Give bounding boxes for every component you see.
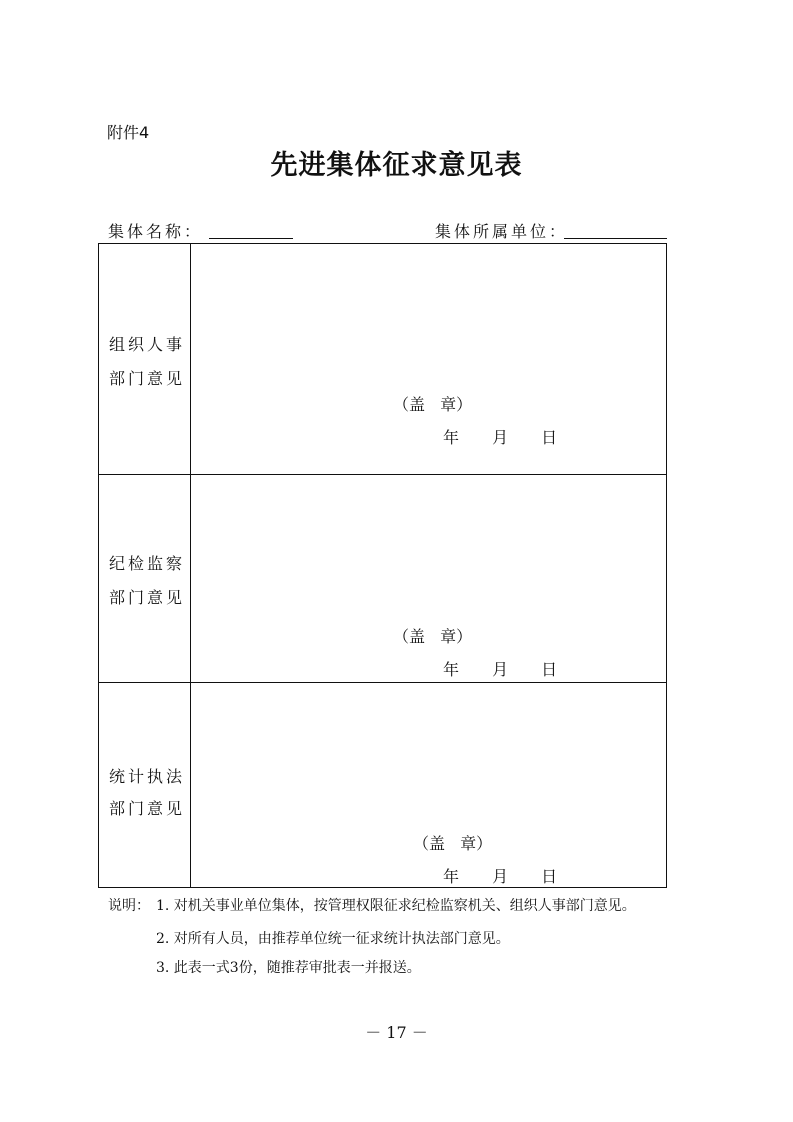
note-item: 2. 对所有人员，由推荐单位统一征求统计执法部门意见。 [156, 931, 510, 947]
table-row-statistics-enforcement [99, 682, 666, 887]
row-label-line1: 统计执法 [109, 767, 186, 786]
affiliated-unit-field[interactable] [564, 238, 667, 239]
row-label-line2: 部门意见 [109, 588, 186, 607]
table-row-organization-personnel [99, 244, 666, 474]
collective-name-label: 集体名称： [108, 222, 204, 241]
row-label-cell [99, 683, 191, 887]
row-label-cell [99, 475, 191, 682]
opinion-table [98, 243, 667, 888]
notes-prefix: 说明： [108, 898, 150, 914]
date-placeholder: 年 月 日 [443, 867, 558, 886]
attachment-label: 附件4 [107, 123, 150, 142]
row-label-line1: 纪检监察 [109, 554, 186, 573]
note-item: 3. 此表一式3份，随推荐审批表一并报送。 [156, 960, 421, 976]
page-title: 先进集体征求意见表 [270, 150, 523, 181]
row-label-line2: 部门意见 [109, 799, 186, 818]
page-number: － 17 － [365, 1023, 428, 1042]
seal-placeholder: （盖 章） [393, 627, 473, 646]
table-row-discipline-inspection [99, 474, 666, 682]
row-label-line1: 组织人事 [109, 335, 186, 354]
collective-name-field[interactable] [209, 238, 293, 239]
row-label-cell [99, 244, 191, 474]
row-label-line2: 部门意见 [109, 369, 186, 388]
affiliated-unit-label: 集体所属单位： [435, 222, 569, 241]
note-item: 1. 对机关事业单位集体，按管理权限征求纪检监察机关、组织人事部门意见。 [156, 898, 636, 914]
seal-placeholder: （盖 章） [413, 834, 493, 853]
date-placeholder: 年 月 日 [443, 428, 558, 447]
date-placeholder: 年 月 日 [443, 660, 558, 679]
seal-placeholder: （盖 章） [393, 395, 473, 414]
